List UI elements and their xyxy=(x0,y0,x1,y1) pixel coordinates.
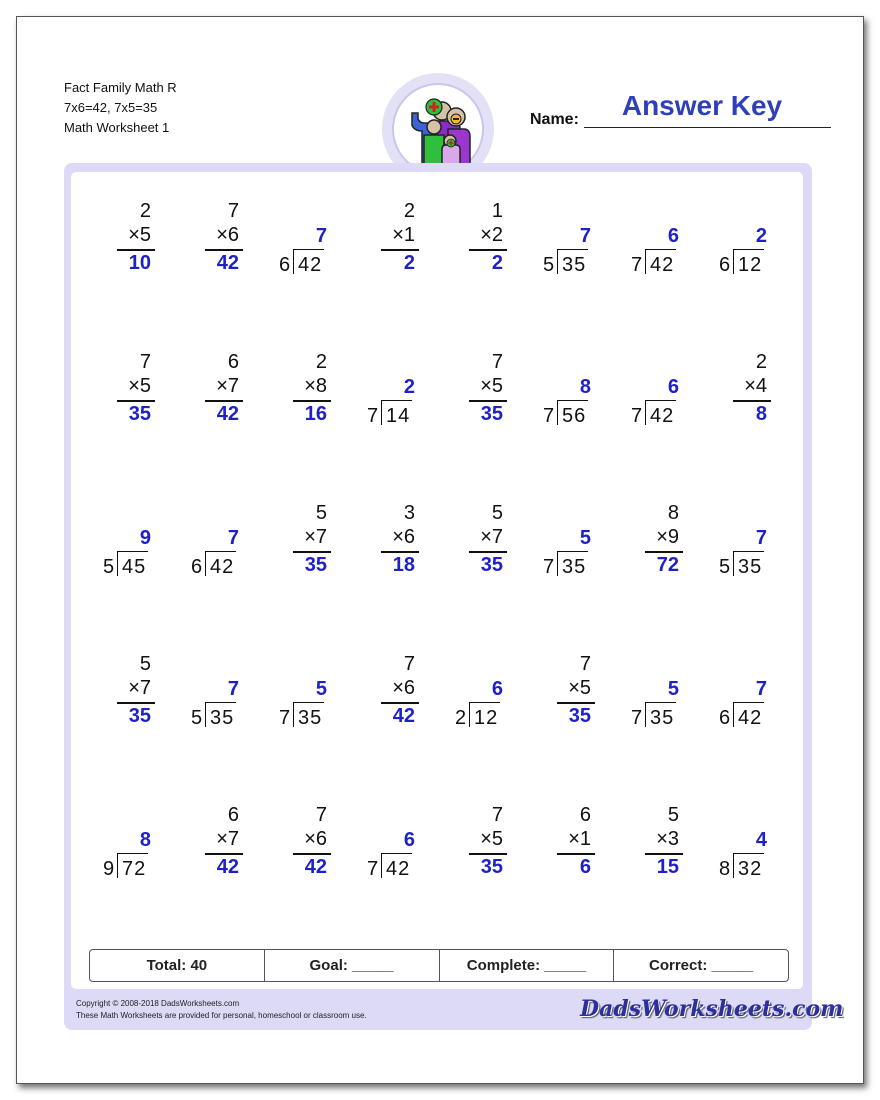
product-line xyxy=(469,249,507,251)
quotient-answer: 7 xyxy=(755,527,767,549)
worksheet-title: Fact Family Math R xyxy=(64,80,177,95)
multiplication-problem xyxy=(269,351,339,431)
divisor: 6 xyxy=(191,556,203,578)
quotient-answer: 5 xyxy=(667,678,679,700)
product-line xyxy=(117,702,155,704)
quotient-answer: 7 xyxy=(227,678,239,700)
multiplicand: 2 xyxy=(315,351,327,373)
score-table xyxy=(89,949,789,982)
multiplication-problem xyxy=(533,653,603,733)
multiplicand: 5 xyxy=(491,502,503,524)
dividend: 35 xyxy=(562,556,587,578)
division-problem xyxy=(621,200,691,280)
dividend: 42 xyxy=(650,254,675,276)
divisor: 7 xyxy=(543,556,555,578)
answer: 35 xyxy=(480,856,503,878)
dividend: 35 xyxy=(738,556,763,578)
answer: 35 xyxy=(128,705,151,727)
quotient-answer: 7 xyxy=(755,678,767,700)
multiplicand: 7 xyxy=(491,351,503,373)
product-line xyxy=(381,551,419,553)
answer: 35 xyxy=(480,403,503,425)
quotient-answer: 5 xyxy=(579,527,591,549)
multiplicand: 5 xyxy=(315,502,327,524)
multiplicand: 3 xyxy=(403,502,415,524)
divisor: 7 xyxy=(631,707,643,729)
answer: 18 xyxy=(392,554,415,576)
multiplier: ×6 xyxy=(304,828,327,850)
divisor: 2 xyxy=(455,707,467,729)
dividend: 35 xyxy=(562,254,587,276)
answer: 35 xyxy=(568,705,591,727)
answer-key-label: Answer Key xyxy=(621,90,783,121)
product-line xyxy=(469,400,507,402)
multiplicand: 2 xyxy=(755,351,767,373)
name-label: Name: xyxy=(530,111,579,128)
product-line xyxy=(205,400,243,402)
multiplier: ×5 xyxy=(480,375,503,397)
multiplicand: 7 xyxy=(315,804,327,826)
problems-frame xyxy=(64,163,812,1030)
answer: 72 xyxy=(656,554,679,576)
division-problem xyxy=(93,502,163,582)
divisor: 8 xyxy=(719,858,731,880)
multiplier: ×6 xyxy=(216,224,239,246)
dividend: 32 xyxy=(738,858,763,880)
copyright-notice xyxy=(76,998,367,1022)
dividend: 42 xyxy=(298,254,323,276)
dividend: 14 xyxy=(386,405,411,427)
division-problem xyxy=(93,804,163,884)
multiplier: ×1 xyxy=(568,828,591,850)
answer: 6 xyxy=(579,856,591,878)
dividend: 42 xyxy=(738,707,763,729)
divisor: 7 xyxy=(367,405,379,427)
answer: 42 xyxy=(216,252,239,274)
multiplier: ×6 xyxy=(392,677,415,699)
dividend: 42 xyxy=(210,556,235,578)
multiplicand: 7 xyxy=(227,200,239,222)
multiplication-problem xyxy=(93,653,163,733)
multiplication-problem xyxy=(93,200,163,280)
multiplicand: 5 xyxy=(139,653,151,675)
division-problem xyxy=(621,653,691,733)
multiplier: ×7 xyxy=(480,526,503,548)
dividend: 72 xyxy=(122,858,147,880)
dividend: 12 xyxy=(738,254,763,276)
dividend: 35 xyxy=(210,707,235,729)
name-field-line[interactable] xyxy=(584,127,831,128)
quotient-answer: 6 xyxy=(667,376,679,398)
brand-logo: DadsWorksheets.com xyxy=(580,996,844,1022)
division-problem xyxy=(709,804,779,884)
multiplication-problem xyxy=(357,200,427,280)
multiplication-problem xyxy=(445,351,515,431)
divisor: 9 xyxy=(103,858,115,880)
copyright-text: Copyright © 2008-2018 DadsWorksheets.com xyxy=(76,999,240,1008)
division-problem xyxy=(709,502,779,582)
multiplication-problem xyxy=(269,502,339,582)
multiplier: ×2 xyxy=(480,224,503,246)
quotient-answer: 6 xyxy=(667,225,679,247)
answer: 10 xyxy=(128,252,151,274)
product-line xyxy=(205,249,243,251)
product-line xyxy=(293,400,331,402)
division-problem xyxy=(533,200,603,280)
worksheet-facts: 7x6=42, 7x5=35 xyxy=(64,100,158,115)
multiplication-problem xyxy=(357,502,427,582)
multiplicand: 2 xyxy=(403,200,415,222)
division-problem xyxy=(709,653,779,733)
multiplication-problem xyxy=(181,200,251,280)
goal-cell[interactable]: Goal: _____ xyxy=(265,950,440,981)
dividend: 56 xyxy=(562,405,587,427)
product-line xyxy=(733,400,771,402)
product-line xyxy=(469,853,507,855)
multiplier: ×6 xyxy=(392,526,415,548)
multiplicand: 7 xyxy=(403,653,415,675)
multiplication-problem xyxy=(181,351,251,431)
product-line xyxy=(645,551,683,553)
multiplication-problem xyxy=(709,351,779,431)
multiplicand: 7 xyxy=(579,653,591,675)
quotient-answer: 2 xyxy=(403,376,415,398)
multiplier: ×8 xyxy=(304,375,327,397)
multiplier: ×5 xyxy=(128,375,151,397)
multiplication-problem xyxy=(621,804,691,884)
multiplication-problem xyxy=(445,804,515,884)
multiplicand: 6 xyxy=(579,804,591,826)
multiplier: ×1 xyxy=(392,224,415,246)
multiplicand: 2 xyxy=(139,200,151,222)
divisor: 7 xyxy=(631,405,643,427)
multiplication-problem xyxy=(621,502,691,582)
quotient-answer: 8 xyxy=(579,376,591,398)
multiplicand: 1 xyxy=(491,200,503,222)
usage-notice: These Math Worksheets are provided for personal, homeschool or classroom use. xyxy=(76,1011,367,1020)
multiplicand: 6 xyxy=(227,804,239,826)
divisor: 5 xyxy=(191,707,203,729)
division-problem xyxy=(533,351,603,431)
quotient-answer: 6 xyxy=(491,678,503,700)
answer: 42 xyxy=(304,856,327,878)
answer: 42 xyxy=(392,705,415,727)
multiplier: ×9 xyxy=(656,526,679,548)
quotient-answer: 7 xyxy=(579,225,591,247)
multiplicand: 5 xyxy=(667,804,679,826)
product-line xyxy=(469,551,507,553)
multiplication-problem xyxy=(269,804,339,884)
multiplicand: 8 xyxy=(667,502,679,524)
multiplication-problem xyxy=(93,351,163,431)
division-problem xyxy=(269,653,339,733)
answer: 35 xyxy=(128,403,151,425)
complete-cell[interactable]: Complete: _____ xyxy=(440,950,615,981)
product-line xyxy=(381,702,419,704)
dividend: 12 xyxy=(474,707,499,729)
answer: 2 xyxy=(491,252,503,274)
divisor: 6 xyxy=(279,254,291,276)
quotient-answer: 2 xyxy=(755,225,767,247)
division-problem xyxy=(445,653,515,733)
divisor: 6 xyxy=(719,707,731,729)
multiplier: ×7 xyxy=(304,526,327,548)
multiplicand: 6 xyxy=(227,351,239,373)
answer: 35 xyxy=(480,554,503,576)
multiplier: ×7 xyxy=(216,828,239,850)
divisor: 7 xyxy=(543,405,555,427)
product-line xyxy=(645,853,683,855)
answer: 8 xyxy=(755,403,767,425)
product-line xyxy=(293,853,331,855)
multiplier: ×7 xyxy=(128,677,151,699)
worksheet-header xyxy=(64,78,177,138)
multiplier: ×7 xyxy=(216,375,239,397)
quotient-answer: 4 xyxy=(755,829,767,851)
product-line xyxy=(117,400,155,402)
multiplicand: 7 xyxy=(139,351,151,373)
divisor: 7 xyxy=(631,254,643,276)
quotient-answer: 7 xyxy=(227,527,239,549)
dividend: 45 xyxy=(122,556,147,578)
product-line xyxy=(557,853,595,855)
quotient-answer: 6 xyxy=(403,829,415,851)
total-cell: Total: 40 xyxy=(90,950,265,981)
division-problem xyxy=(181,502,251,582)
answer: 16 xyxy=(304,403,327,425)
division-problem xyxy=(357,351,427,431)
answer: 35 xyxy=(304,554,327,576)
dividend: 42 xyxy=(386,858,411,880)
multiplier: ×5 xyxy=(568,677,591,699)
division-problem xyxy=(181,653,251,733)
divisor: 7 xyxy=(367,858,379,880)
answer: 15 xyxy=(656,856,679,878)
division-problem xyxy=(269,200,339,280)
product-line xyxy=(205,853,243,855)
product-line xyxy=(117,249,155,251)
divisor: 6 xyxy=(719,254,731,276)
product-line xyxy=(557,702,595,704)
dividend: 35 xyxy=(298,707,323,729)
multiplication-problem xyxy=(445,502,515,582)
division-problem xyxy=(709,200,779,280)
dividend: 35 xyxy=(650,707,675,729)
dividend: 42 xyxy=(650,405,675,427)
multiplier: ×5 xyxy=(128,224,151,246)
quotient-answer: 8 xyxy=(139,829,151,851)
answer: 42 xyxy=(216,856,239,878)
problems-area xyxy=(71,172,803,989)
quotient-answer: 7 xyxy=(315,225,327,247)
divisor: 5 xyxy=(543,254,555,276)
quotient-answer: 5 xyxy=(315,678,327,700)
correct-cell[interactable]: Correct: _____ xyxy=(649,957,754,974)
answer: 2 xyxy=(403,252,415,274)
multiplication-problem xyxy=(181,804,251,884)
worksheet-number: Math Worksheet 1 xyxy=(64,120,170,135)
multiplier: ×4 xyxy=(744,375,767,397)
product-line xyxy=(381,249,419,251)
multiplication-problem xyxy=(533,804,603,884)
multiplication-problem xyxy=(357,653,427,733)
division-problem xyxy=(621,351,691,431)
quotient-answer: 9 xyxy=(139,527,151,549)
answer: 42 xyxy=(216,403,239,425)
division-problem xyxy=(533,502,603,582)
multiplier: ×5 xyxy=(480,828,503,850)
divisor: 5 xyxy=(719,556,731,578)
product-line xyxy=(293,551,331,553)
divisor: 7 xyxy=(279,707,291,729)
multiplication-problem xyxy=(445,200,515,280)
multiplicand: 7 xyxy=(491,804,503,826)
division-problem xyxy=(357,804,427,884)
divisor: 5 xyxy=(103,556,115,578)
multiplier: ×3 xyxy=(656,828,679,850)
